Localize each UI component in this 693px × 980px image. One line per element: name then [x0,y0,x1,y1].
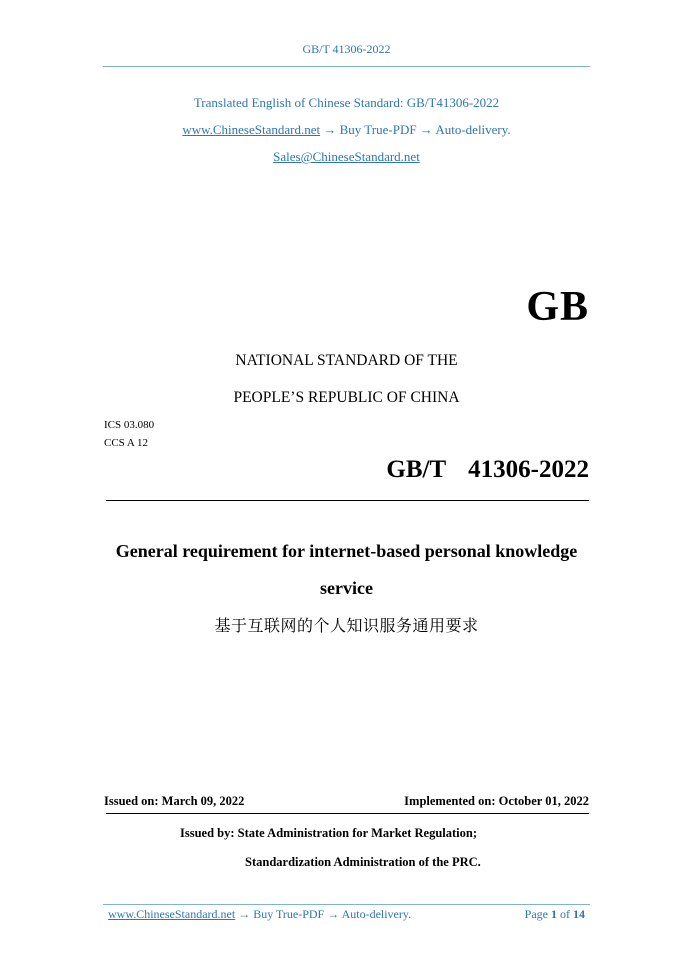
issued-by-line-2: Standardization Administration of the PRC. [245,855,481,869]
buy-line [0,122,693,138]
title-en-line-1: General requirement for internet-based personal knowledge [115,541,578,561]
issued-on: Issued on: March 09, 2022 [104,794,245,808]
title-divider [106,500,589,501]
page-label: Page [524,907,548,921]
footer-buy-line [108,907,411,922]
page-current: 1 [551,907,557,921]
header-title: GB/T 41306-2022 [302,42,391,56]
translated-notice: Translated English of Chinese Standard: GB/T41306-2022 [193,95,500,110]
sales-line [0,149,693,165]
ics-code: ICS 03.080 [104,419,155,431]
issued-by-line-1: Issued by: State Administration for Market Regulation; [180,826,477,840]
implemented-on: Implemented on: October 01, 2022 [404,794,589,808]
sales-email-link[interactable]: Sales@ChineseStandard.net [273,149,420,164]
title-en-line-2: service [320,578,373,598]
footer-buy-text: → Buy True-PDF → Auto-delivery. [235,907,412,921]
national-standard-line-1: NATIONAL STANDARD OF THE [235,352,458,369]
footer-site-link[interactable]: www.ChineseStandard.net [108,907,236,921]
issue-divider [106,813,589,814]
title-cn: 基于互联网的个人知识服务通用要求 [214,616,479,635]
header-divider [103,66,590,67]
page-indicator [525,907,585,922]
footer-divider [103,904,590,905]
buy-text: → Buy True-PDF → Auto-delivery. [320,122,511,137]
page-of: of [560,907,570,921]
ccs-code: CCS A 12 [104,437,149,449]
national-standard-line-2: PEOPLE’S REPUBLIC OF CHINA [233,389,460,406]
page-total: 14 [573,907,585,921]
gb-mark: GB [526,284,589,330]
standard-number: GB/T 41306-2022 [386,456,589,483]
site-link[interactable]: www.ChineseStandard.net [182,122,321,137]
